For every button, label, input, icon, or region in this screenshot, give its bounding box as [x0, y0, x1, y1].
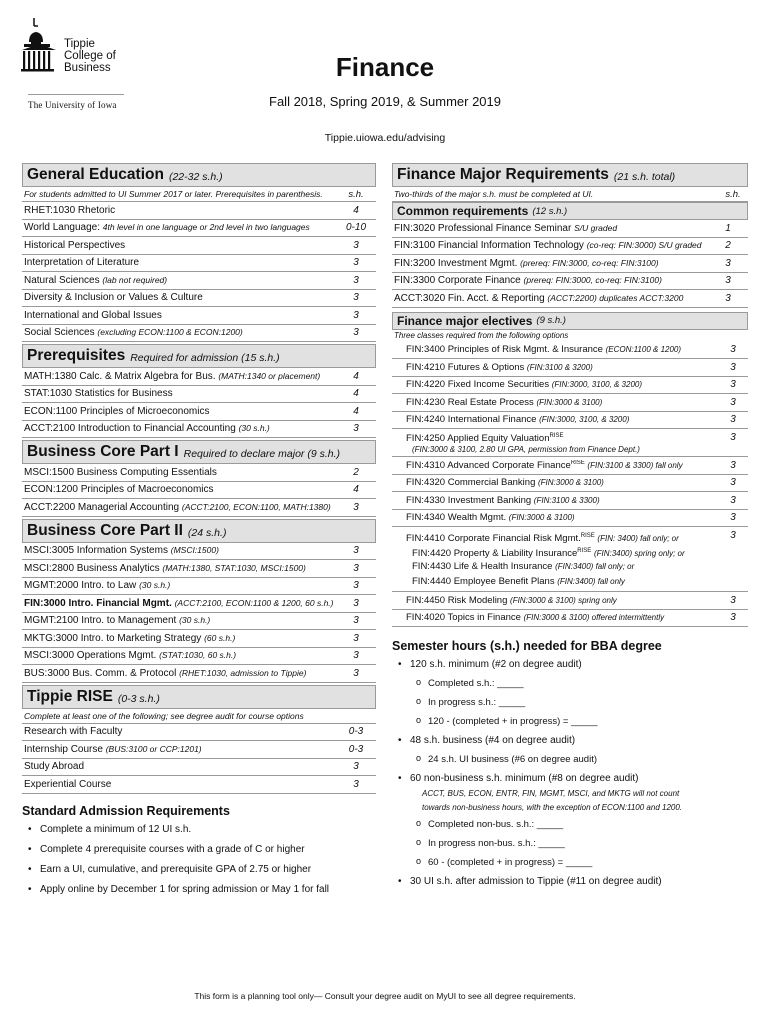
list-item: BUS:3000 Bus. Comm. & Protocol (RHET:1030, admission to Tippie) 3: [22, 665, 376, 683]
list-item: FIN:4230 Real Estate Process (FIN:3000 & 3100) 3: [392, 394, 748, 412]
list-item: MSCI:2800 Business Analytics (MATH:1380, STAT:1030, MSCI:1500) 3: [22, 560, 376, 578]
list-item: Social Sciences (excluding ECON:1100 & ECON:1200) 3: [22, 325, 376, 343]
terms: Fall 2018, Spring 2019, & Summer 2019: [269, 94, 501, 109]
list-item: o In progress s.h.: _____: [392, 697, 748, 708]
list-item: Research with Faculty 0-3: [22, 724, 376, 742]
list-item: MSCI:3000 Operations Mgmt. (STAT:1030, 60 s.h.) 3: [22, 648, 376, 666]
list-item: MATH:1380 Calc. & Matrix Algebra for Bus. (MATH:1340 or placement) 4: [22, 368, 376, 386]
semester-hours-list-3: [392, 773, 748, 784]
list-item: o 60 - (completed + in progress) = _____: [392, 857, 748, 868]
general-education-header: General Education (22-32 s.h.): [22, 163, 376, 187]
common-requirements-header: Common requirements (12 s.h.): [392, 202, 748, 220]
core1-header: Business Core Part I Required to declare major (9 s.h.): [22, 440, 376, 464]
electives-list-c: [392, 592, 748, 627]
general-education-list: [22, 202, 376, 342]
list-item: o Completed non-bus. s.h.: _____: [392, 819, 748, 830]
list-item: FIN:4320 Commercial Banking (FIN:3000 & 3100) 3: [392, 475, 748, 493]
list-item: FIN:4210 Futures & Options (FIN:3100 & 3200) 3: [392, 359, 748, 377]
list-item: STAT:1030 Statistics for Business 4: [22, 386, 376, 404]
right-column: [392, 163, 748, 887]
list-item: Diversity & Inclusion or Values & Culture 3: [22, 290, 376, 308]
university-name: The University of Iowa: [28, 100, 117, 110]
prerequisites-list: [22, 368, 376, 438]
list-item: o Completed s.h.: _____: [392, 678, 748, 689]
list-item: • 48 s.h. business (#4 on degree audit): [392, 735, 748, 746]
semester-hours-list: [392, 659, 748, 670]
list-item: FIN:3300 Corporate Finance (prereq: FIN:3000, co-req: FIN:3100) 3: [392, 273, 748, 291]
non-business-note: ACCT, BUS, ECON, ENTR, FIN, MGMT, MSCI, and MKTG will not count towards non-business hours, with the exception of ECON:1100 and 1200.: [422, 789, 683, 812]
list-item: FIN:4020 Topics in Finance (FIN:3000 & 3100) offered intermittently 3: [392, 610, 748, 628]
core2-header: Business Core Part II (24 s.h.): [22, 519, 376, 543]
list-item: • 120 s.h. minimum (#2 on degree audit): [392, 659, 748, 670]
list-item: Experiential Course 3: [22, 776, 376, 794]
list-item: FIN:3400 Principles of Risk Mgmt. & Insurance (ECON:1100 & 1200) 3: [392, 342, 748, 360]
major-header: Finance Major Requirements (21 s.h. total): [392, 163, 748, 187]
page-title: Finance: [335, 52, 435, 82]
list-item: Study Abroad 3: [22, 759, 376, 777]
list-item: Internship Course (BUS:3100 or CCP:1201) 0-3: [22, 741, 376, 759]
list-item: Natural Sciences (lab not required) 3: [22, 272, 376, 290]
list-item: • Earn a UI, cumulative, and prerequisite GPA of 2.75 or higher: [22, 864, 376, 875]
list-item: FIN:4240 International Finance (FIN:3000, 3100, & 3200) 3: [392, 412, 748, 430]
electives-list-a: [392, 342, 748, 430]
list-item: • 30 UI s.h. after admission to Tippie (#11 on degree audit): [392, 876, 748, 887]
semester-sublist-2: [392, 754, 748, 765]
electives-note: Three classes required from the following options: [394, 330, 569, 340]
semester-sublist-3: [392, 819, 748, 868]
list-item: FIN:3100 Financial Information Technology (co-req: FIN:3000) S/U graded 2: [392, 238, 748, 256]
semester-sublist-1: [392, 678, 748, 727]
list-item: FIN:4250 Applied Equity Valuation$^{RISE}$ (FIN:3000 & 3100, 2.80 UI GPA, permission from Finance Dept.) 3: [392, 429, 748, 457]
rise-note: Complete at least one of the following; see degree audit for course options: [22, 709, 376, 724]
list-item: ACCT:2200 Managerial Accounting (ACCT:2100, ECON:1100, MATH:1380) 3: [22, 499, 376, 517]
list-item: ACCT:2100 Introduction to Financial Accounting (30 s.h.) 3: [22, 421, 376, 439]
list-item: FIN:3200 Investment Mgmt. (prereq: FIN:3000, co-req: FIN:3100) 3: [392, 255, 748, 273]
list-item: o 120 - (completed + in progress) = _____: [392, 716, 748, 727]
core1-list: [22, 464, 376, 517]
list-item: • 60 non-business s.h. minimum (#8 on degree audit): [392, 773, 748, 784]
list-item: ACCT:3020 Fin. Acct. & Reporting (ACCT:2200) duplicates ACCT:3200 3: [392, 290, 748, 308]
list-item: ECON:1200 Principles of Macroeconomics 4: [22, 482, 376, 500]
prerequisites-header: Prerequisites Required for admission (15 s.h.): [22, 344, 376, 368]
list-item: FIN:3020 Professional Finance Seminar S/U graded 1: [392, 220, 748, 238]
common-requirements-list: [392, 220, 748, 308]
list-item: World Language: 4th level in one language or 2nd level in two languages 0-10: [22, 220, 376, 238]
list-item: MSCI:3005 Information Systems (MSCI:1500) 3: [22, 543, 376, 561]
list-item: MGMT:2000 Intro. to Law (30 s.h.) 3: [22, 578, 376, 596]
semester-hours-list-2: [392, 735, 748, 746]
list-item: FIN:4220 Fixed Income Securities (FIN:3000, 3100, & 3200) 3: [392, 377, 748, 395]
admission-list: [22, 824, 376, 895]
semester-hours-list-4: [392, 876, 748, 887]
list-item: • Complete a minimum of 12 UI s.h.: [22, 824, 376, 835]
list-item: FIN:3000 Intro. Financial Mgmt. (ACCT:2100, ECON:1100 & 1200, 60 s.h.) 3: [22, 595, 376, 613]
college-name: Tippie College of Business: [64, 38, 116, 74]
list-item: FIN:4310 Advanced Corporate Finance$^{RISE}$ (FIN:3100 & 3300) fall only 3: [392, 457, 748, 475]
list-item: RHET:1030 Rhetoric 4: [22, 202, 376, 220]
list-item: Historical Perspectives 3: [22, 237, 376, 255]
rise-list: [22, 724, 376, 794]
major-note: Two-thirds of the major s.h. must be completed at UI. s.h.: [392, 187, 748, 202]
semester-hours-title: Semester hours (s.h.) needed for BBA degree: [392, 639, 662, 653]
left-column: [22, 163, 376, 904]
list-item: o 24 s.h. UI business (#6 on degree audit): [392, 754, 748, 765]
list-item: • Apply online by December 1 for spring admission or May 1 for fall: [22, 884, 376, 895]
list-item: ECON:1100 Principles of Microeconomics 4: [22, 403, 376, 421]
rise-header: Tippie RISE (0-3 s.h.): [22, 685, 376, 709]
core2-list: [22, 543, 376, 683]
risk-insurance-group: FIN:4410 Corporate Financial Risk Mgmt.$^{RISE}$ (FIN: 3400) fall only; or FIN:4420 Property & Liability Insurance$^{RISE}$ (FIN:3400) spring only; or FIN:4430 Life & Health Insurance (FIN:3400) fall only; or FIN:4440 Employee Benefit Plans (FIN:3400) fall only 3: [392, 527, 748, 592]
electives-header: Finance major electives (9 s.h.): [392, 312, 748, 330]
list-item: FIN:4330 Investment Banking (FIN:3100 & 3300) 3: [392, 492, 748, 510]
list-item: MSCI:1500 Business Computing Essentials 2: [22, 464, 376, 482]
list-item: FIN:4340 Wealth Mgmt. (FIN:3000 & 3100) 3: [392, 510, 748, 528]
footer-note: This form is a planning tool only— Consult your degree audit on MyUI to see all degree requirements.: [194, 991, 576, 1001]
advising-url: Tippie.uiowa.edu/advising: [324, 132, 446, 144]
list-item: MKTG:3000 Intro. to Marketing Strategy (60 s.h.) 3: [22, 630, 376, 648]
general-education-note: For students admitted to UI Summer 2017 or later. Prerequisites in parenthesis. s.h.: [22, 187, 376, 202]
list-item: MGMT:2100 Intro. to Management (30 s.h.) 3: [22, 613, 376, 631]
admission-title: Standard Admission Requirements: [22, 803, 230, 818]
electives-list-b: [392, 475, 748, 528]
list-item: FIN:4450 Risk Modeling (FIN:3000 & 3100) spring only 3: [392, 592, 748, 610]
list-item: International and Global Issues 3: [22, 307, 376, 325]
list-item: Interpretation of Literature 3: [22, 255, 376, 273]
list-item: o In progress non-bus. s.h.: _____: [392, 838, 748, 849]
list-item: • Complete 4 prerequisite courses with a grade of C or higher: [22, 844, 376, 855]
